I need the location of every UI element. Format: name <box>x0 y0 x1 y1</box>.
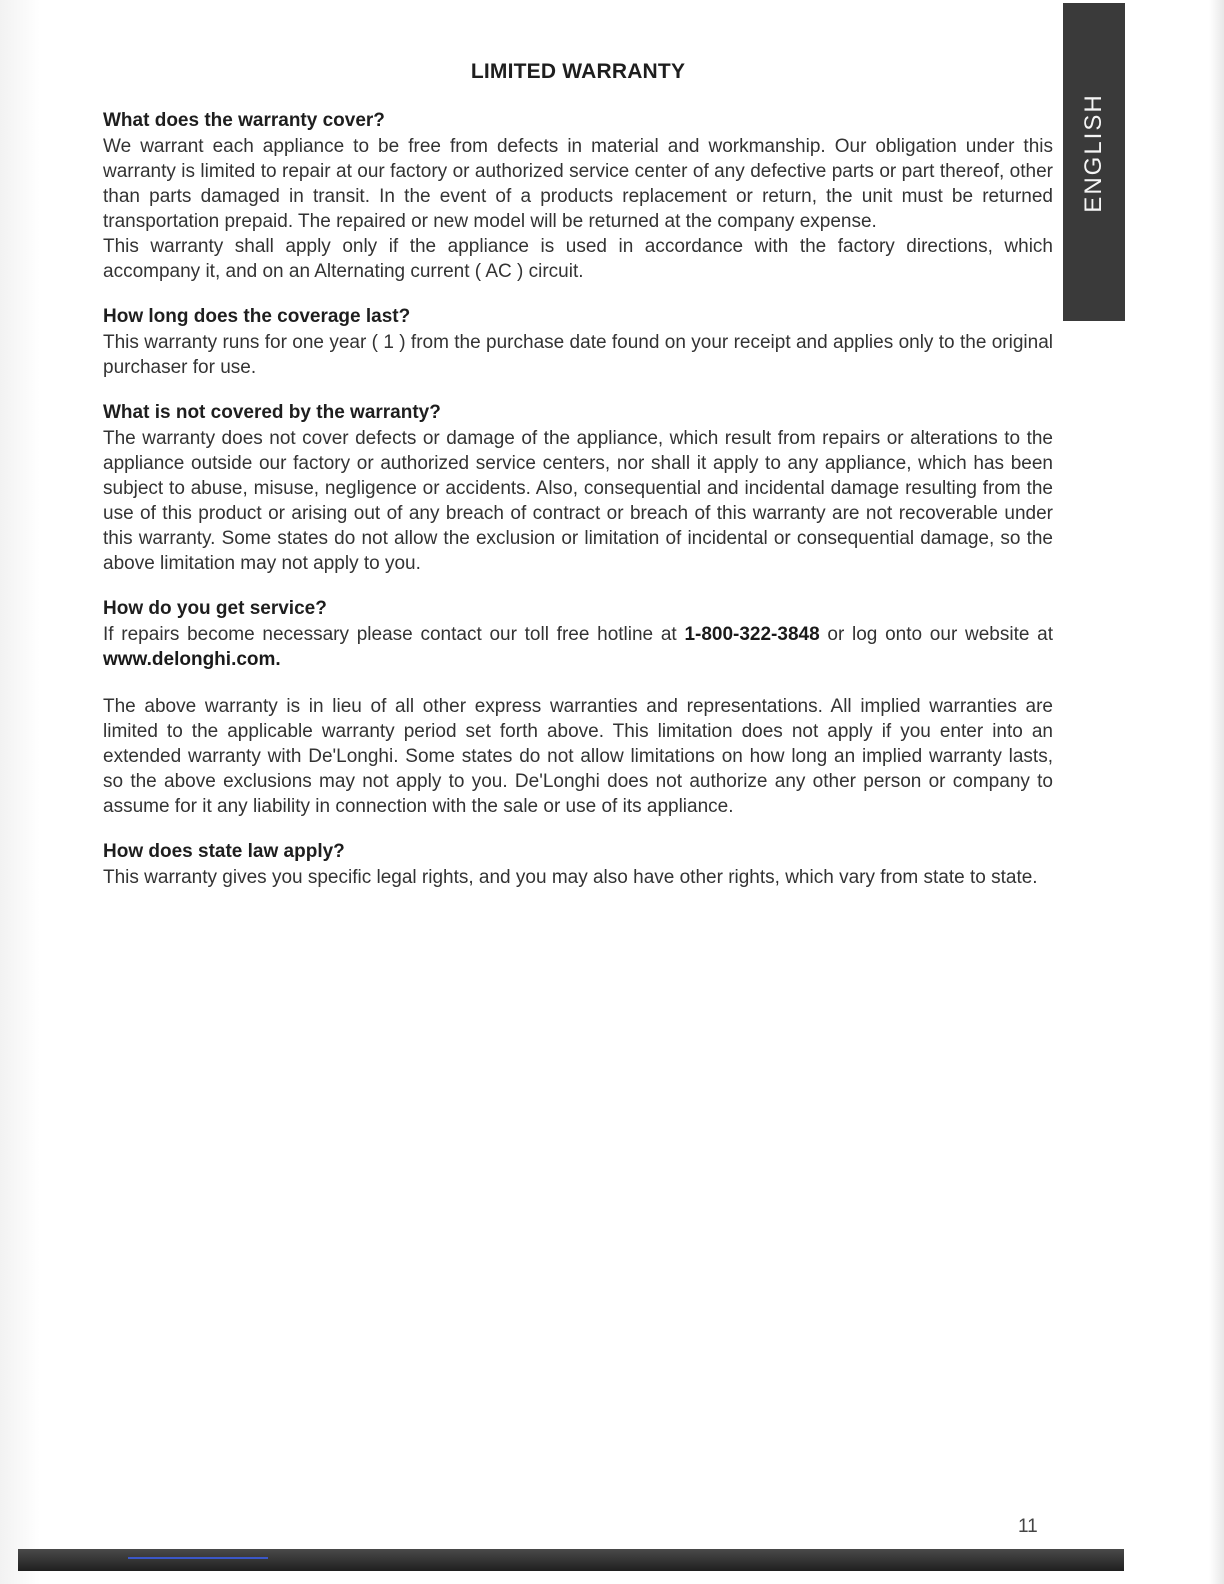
section-implied-warranties <box>103 694 1053 819</box>
section-heading: How long does the coverage last? <box>103 306 411 327</box>
page-right-edge <box>1124 0 1224 1584</box>
warranty-content <box>103 60 1053 912</box>
section-duration <box>103 306 1053 380</box>
section-paragraph: This warranty gives you specific legal rights, and you may also have other rights, which vary from state to state. <box>103 867 1038 888</box>
section-heading: What does the warranty cover? <box>103 110 385 131</box>
website-url: www.delonghi.com. <box>103 649 281 670</box>
bottom-edge-bar <box>18 1549 1124 1571</box>
bottom-edge-accent <box>128 1557 268 1559</box>
page-title: LIMITED WARRANTY <box>470 60 686 83</box>
section-heading: What is not covered by the warranty? <box>103 402 441 423</box>
section-not-covered <box>103 402 1053 576</box>
section-paragraph: This warranty shall apply only if the appliance is used in accordance with the factory directions, which accompany it, and on an Alternating current ( AC ) circuit. <box>103 236 1053 282</box>
language-tab-label: ENGLISH <box>1080 93 1107 213</box>
section-coverage <box>103 110 1053 284</box>
section-heading: How do you get service? <box>103 598 327 619</box>
service-text: or log onto our website at <box>819 624 1053 645</box>
page-binding-shadow <box>0 0 40 1584</box>
section-paragraph: The warranty does not cover defects or damage of the appliance, which result from repairs or alterations to the appliance outside our factory or authorized service centers, nor shall it apply to any appliance, which has been subject to abuse, misuse, negligence or accidents. Also, consequential and incidental damage resulting from the use of this product or arising out of any breach of contract or breach of this warranty are not recoverable under this warranty. Some states do not allow the exclusion or limitation of incidental or consequential damage, so the above limitation may not apply to you. <box>103 428 1053 574</box>
section-paragraph: This warranty runs for one year ( 1 ) from the purchase date found on your receipt and applies only to the original purchaser for use. <box>103 332 1053 378</box>
page-number: 11 <box>1018 1516 1038 1537</box>
service-text: If repairs become necessary please contact our toll free hotline at <box>103 624 685 645</box>
section-paragraph: The above warranty is in lieu of all other express warranties and representations. All implied warranties are limited to the applicable warranty period set forth above. This limitation does not apply if you enter into an extended warranty with De'Longhi. Some states do not allow limitations on how long an implied warranty lasts, so the above exclusions may not apply to you. De'Longhi does not authorize any other person or company to assume for it any liability in connection with the sale or use of its appliance. <box>103 696 1053 817</box>
section-state-law <box>103 841 1053 890</box>
language-tab <box>1063 3 1125 321</box>
section-service <box>103 598 1053 672</box>
service-paragraph <box>103 622 1053 672</box>
hotline-number: 1-800-322-3848 <box>684 624 820 645</box>
section-paragraph: We warrant each appliance to be free from defects in material and workmanship. Our obligation under this warranty is limited to repair at our factory or authorized service center of any defective parts or part thereof, other than parts damaged in transit. In the event of a products replacement or return, the unit must be returned transportation prepaid. The repaired or new model will be returned at the company expense. <box>103 136 1053 232</box>
section-heading: How does state law apply? <box>103 841 345 862</box>
